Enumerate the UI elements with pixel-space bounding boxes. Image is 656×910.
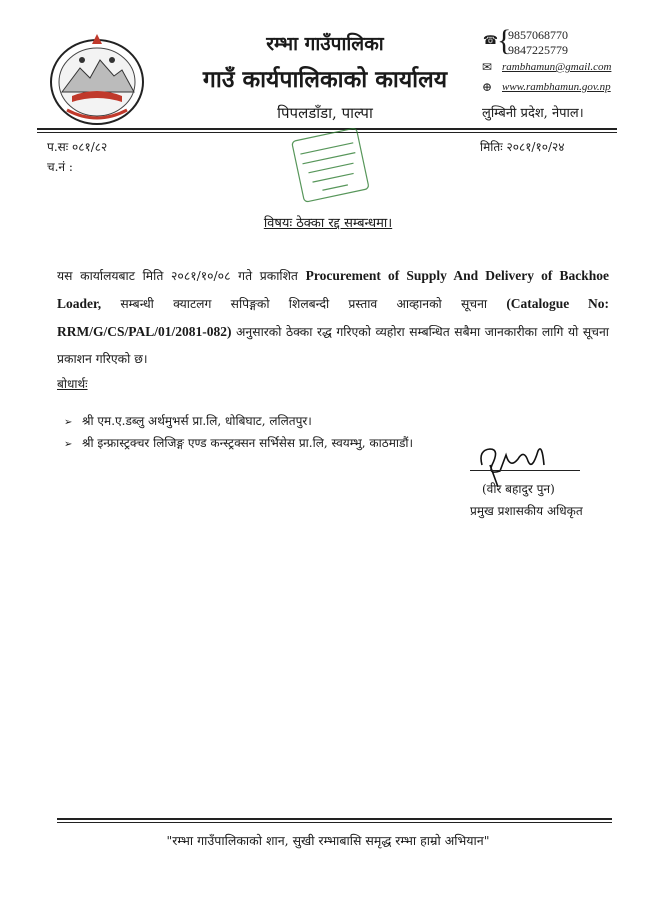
website-link[interactable]: www.rambhamun.gov.np [502,81,611,93]
body-text-2: सम्बन्धी क्याटलग सपिङ्गको शिलबन्दी प्रस्ताव आव्हानको सूचना [101,297,507,311]
globe-icon: ⊕ [482,80,493,94]
footer-divider-thin [57,822,612,823]
subject-line [0,213,656,231]
body-procurement-title: Procurement of Supply And Delivery of Backhoe Loader, [57,268,609,311]
cc-heading: बोधार्थः [57,377,88,391]
signature-line [470,470,580,471]
nepal-emblem-logo [42,30,152,130]
footer-divider [57,818,612,820]
letter-reference-number: प.सः ०८१/८२ [47,140,108,154]
phone-icon: ☎ [483,33,498,47]
email-link[interactable]: rambhamun@gmail.com [502,61,612,73]
recipient-text: श्री इन्फ्रास्ट्रक्चर लिजिङ्ग एण्ड कन्स्ट्रक्सन सर्भिसेस प्रा.लि, स्वयम्भु, काठमाडौं। [82,436,414,450]
recipient-item [64,412,312,429]
letter-date: मितिः २०८१/१०/२४ [480,140,565,154]
body-text-1: यस कार्यालयबाट मिति २०८१/१०/०८ गते प्रकाशित [57,269,306,283]
subject-text: विषयः ठेक्का रद्द सम्बन्धमा। [263,216,393,231]
province-label: लुम्बिनी प्रदेश, नेपाल। [482,106,584,121]
mail-icon: ✉ [482,60,493,74]
header-municipality-name: रम्भा गाउँपालिका [266,33,384,55]
signatory-title: प्रमुख प्रशासकीय अधिकृत [470,504,583,518]
arrow-bullet-icon: ➢ [64,417,73,428]
footer-slogan: "रम्भा गाउँपालिकाको शान, सुखी रम्भाबासि समृद्ध रम्भा हाम्रो अभियान" [166,833,490,848]
dispatch-number: च.नं : [47,160,73,174]
header-office-name: गाउँ कार्यपालिकाको कार्यालय [202,66,448,93]
recipient-item [64,434,413,451]
phone-number-1: 9857068770 [508,28,568,42]
phone-number-2: 9847225779 [508,43,568,57]
body-paragraph [57,262,609,373]
header-address: पिपलडाँडा, पाल्पा [277,104,373,122]
brace-icon: { [497,24,512,57]
body-catalogue-number: (Catalogue No: RRM/G/CS/PAL/01/2081-082) [57,296,609,339]
signatory-name: (वीर बहादुर पुन) [482,482,555,496]
office-stamp [286,120,376,215]
body-text-3: अनुसारको ठेक्का रद्ध गरिएको व्यहोरा सम्बन्धित सबैमा जानकारीका लागि यो सूचना प्रकाशन गरिएको छ। [57,325,609,366]
arrow-bullet-icon: ➢ [64,439,73,450]
recipient-text: श्री एम.ए.डब्लु अर्थमुभर्स प्रा.लि, धोबिघाट, ललितपुर। [82,414,312,428]
